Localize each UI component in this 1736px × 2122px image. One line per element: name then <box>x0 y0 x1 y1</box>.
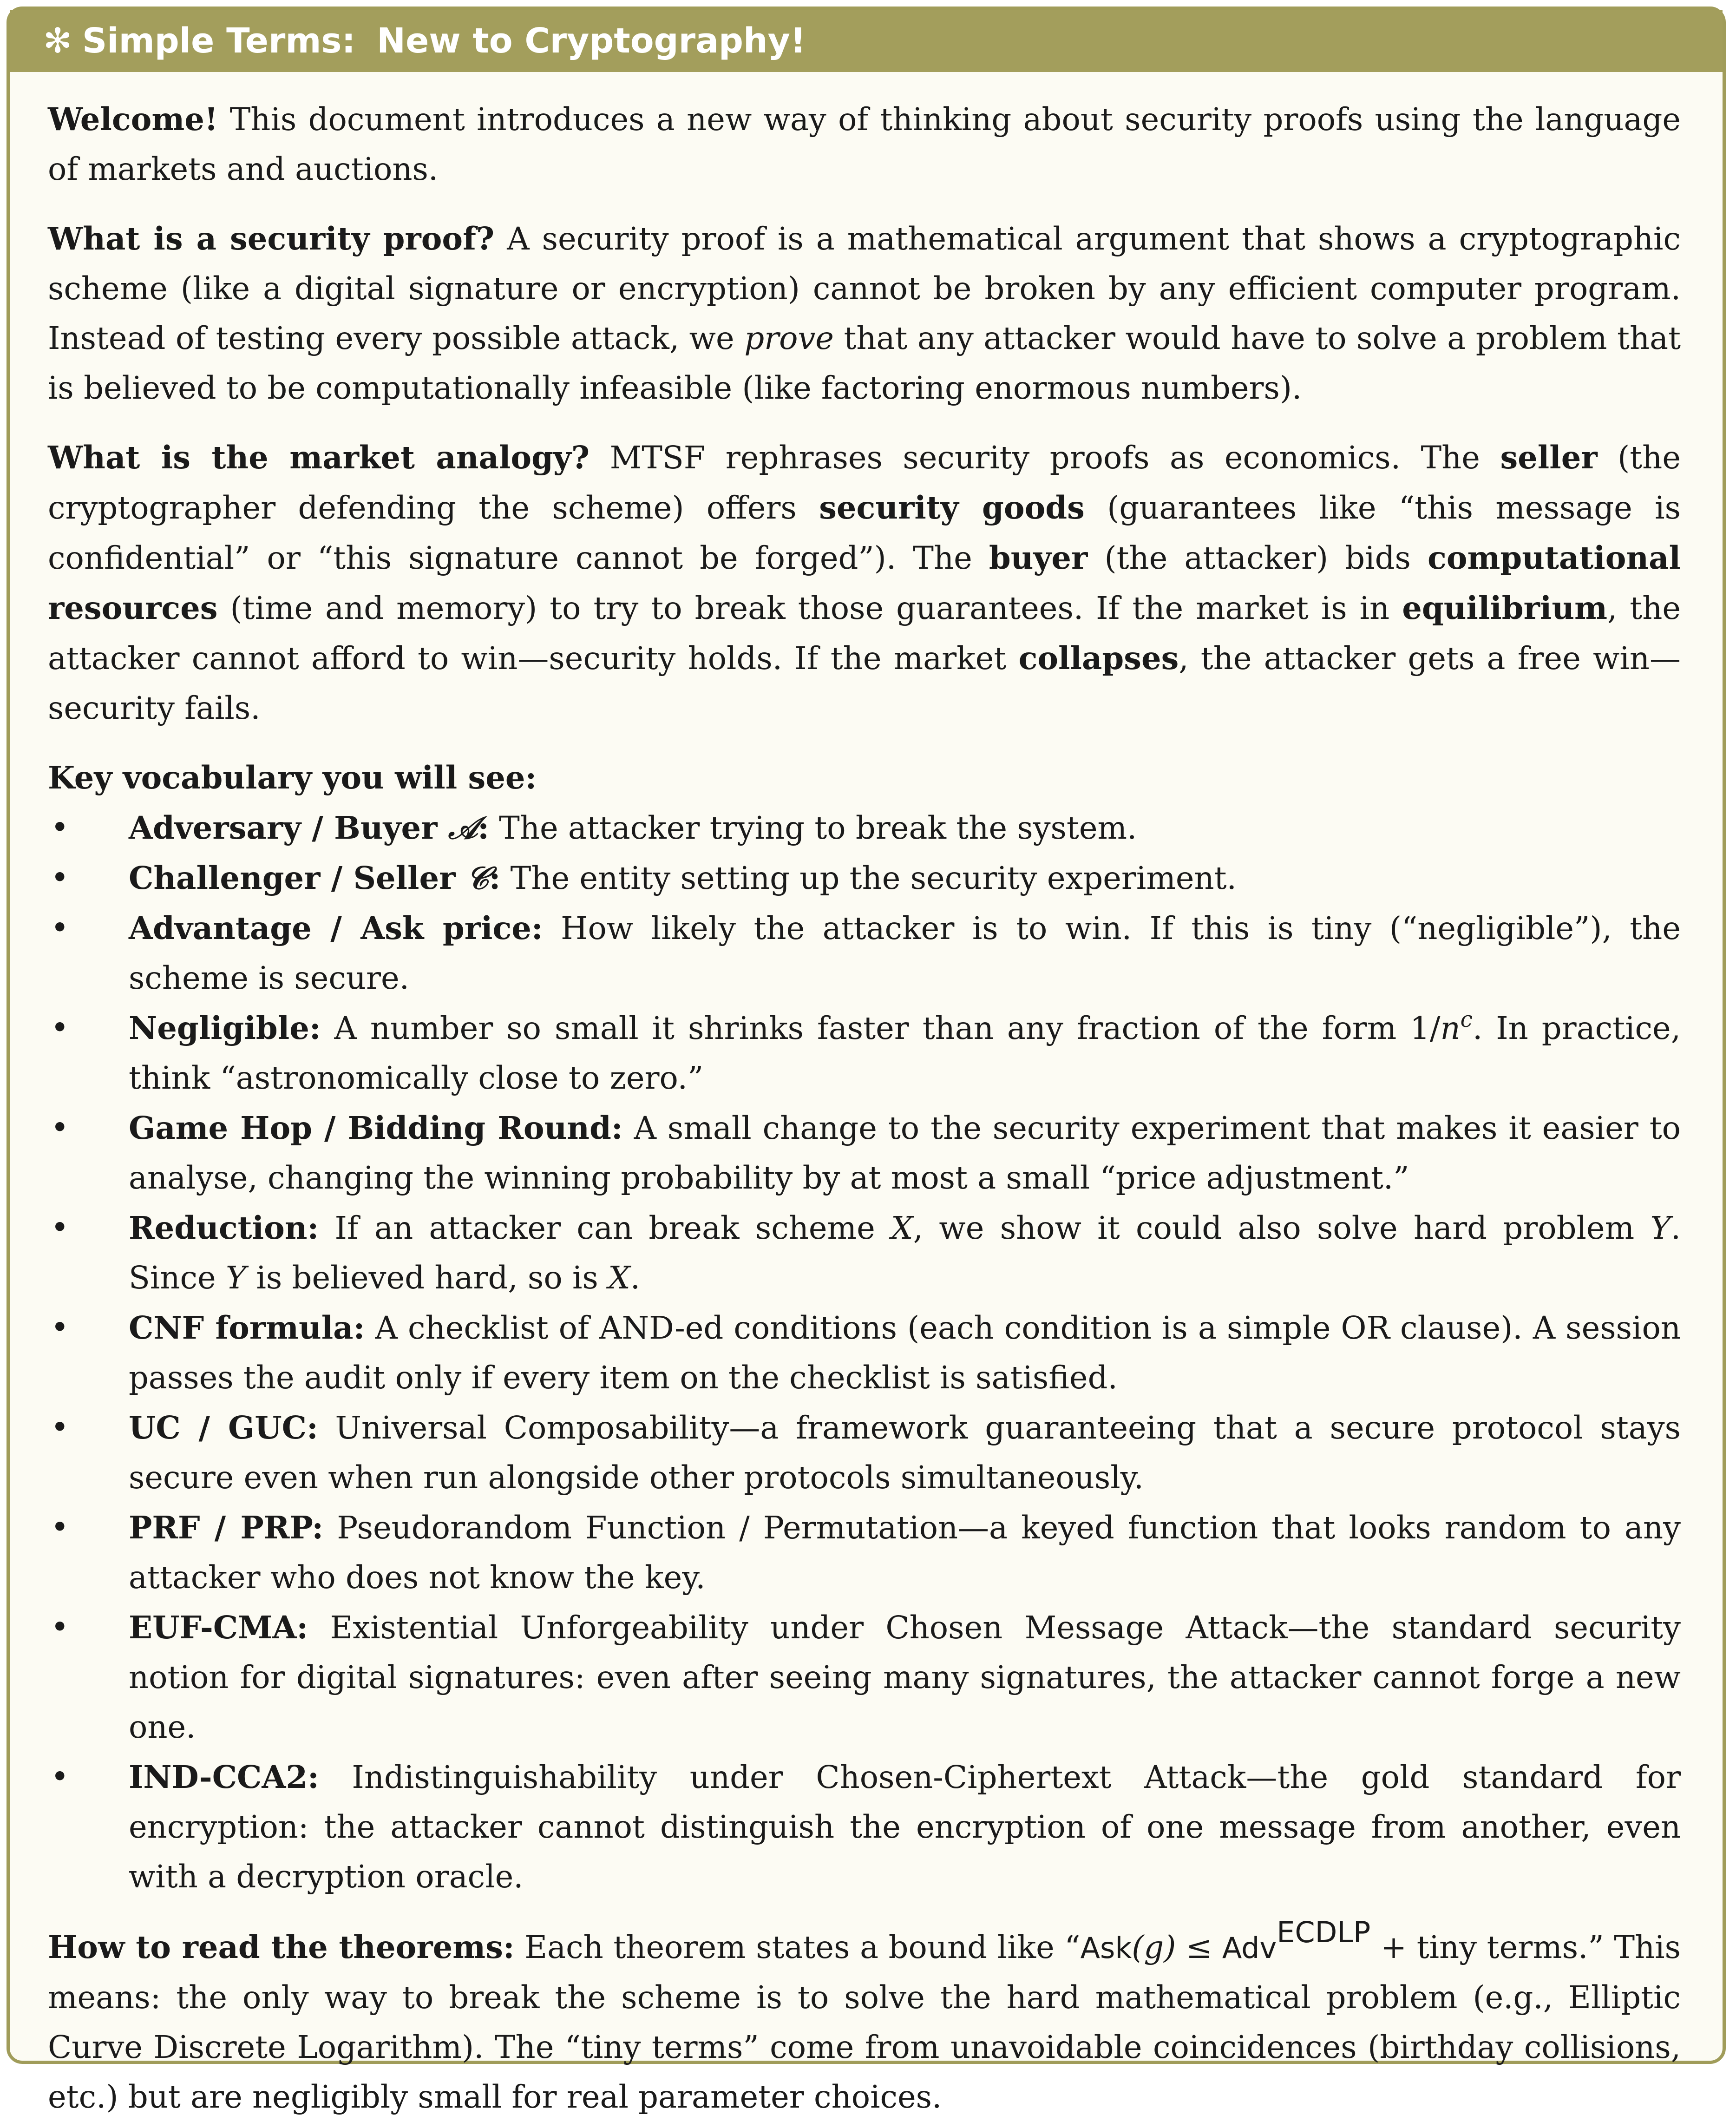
list-item: • PRF / PRP: Pseudorandom Function / Permutation—a keyed function that looks random to any attacker who does not know the key. <box>48 1503 1681 1603</box>
asterisk-icon: ✻ <box>43 21 72 61</box>
list-item: • Adversary / Buyer 𝒜: The attacker trying to break the system. <box>48 803 1681 853</box>
welcome-paragraph: Welcome! This document introduces a new way of thinking about security proofs using the language of markets and auctions. <box>48 101 1681 187</box>
header-title-part2: New to Cryptography! <box>377 21 806 61</box>
bullet-icon: • <box>51 1609 69 1645</box>
list-item: • Negligible: A number so small it shrinks faster than any fraction of the form $1/n^c$. In practice, think “astronomically close to zero.” <box>48 1003 1681 1103</box>
security-proof-lead: What is a security proof? <box>48 220 495 257</box>
list-item: • IND-CCA2: Indistinguishability under Chosen-Ciphertext Attack—the gold standard for encryption: the attacker cannot distinguish the encryption of one message from another, even with a decryption oracle. <box>48 1752 1681 1902</box>
box-content <box>10 72 1723 2122</box>
bullet-icon: • <box>51 860 69 896</box>
box-header <box>10 10 1723 72</box>
bullet-icon: • <box>51 910 69 946</box>
bullet-icon: • <box>51 1209 69 1246</box>
bullet-icon: • <box>51 1010 69 1046</box>
list-item: • Challenger / Seller 𝒞: The entity setting up the security experiment. <box>48 853 1681 903</box>
theorems-lead: How to read the theorems: <box>48 1929 515 1965</box>
list-item: • Reduction: If an attacker can break scheme X, we show it could also solve hard problem Y. Since Y is believed hard, so is X. <box>48 1203 1681 1303</box>
header-title-part1: Simple Terms: <box>82 21 356 61</box>
market-paragraph: What is the market analogy? MTSF rephrases security proofs as economics. The seller (the cryptographer defending the scheme) offers security goods (guarantees like “this message is confidential” or “this signature cannot be forged”). The buyer (the attacker) bids computational resources (time and memory) to try to break those guarantees. If the market is in equilibrium, the attacker cannot afford to win—security holds. If the market collapses, the attacker gets a free win—security fails. <box>48 439 1681 726</box>
list-item: • Game Hop / Bidding Round: A small change to the security experiment that makes it easier to analyse, changing the winning probability by at most a small “price adjustment.” <box>48 1103 1681 1203</box>
bullet-icon: • <box>51 1309 69 1346</box>
welcome-lead: Welcome! <box>48 101 218 138</box>
market-lead: What is the market analogy? <box>48 439 590 476</box>
vocab-heading: Key vocabulary you will see: <box>48 759 537 796</box>
bullet-icon: • <box>51 1409 69 1445</box>
list-item: • Advantage / Ask price: How likely the attacker is to win. If this is tiny (“negligible”), the scheme is secure. <box>48 903 1681 1003</box>
theorems-paragraph: How to read the theorems: Each theorem states a bound like “Ask(g) ≤ Adv$^{ECDLP}$ + tiny terms.” This means: the only way to break the scheme is to solve the hard mathematical problem (e.g., Elliptic Curve Discrete Logarithm). The “tiny terms” come from unavoidable coincidences (birthday collisions, etc.) but are negligibly small for real parameter choices. <box>48 1915 1681 2115</box>
bullet-icon: • <box>51 1509 69 1545</box>
simple-terms-box <box>7 7 1726 2115</box>
bullet-icon: • <box>51 1759 69 1795</box>
bullet-icon: • <box>51 809 69 846</box>
bullet-icon: • <box>51 1110 69 1146</box>
list-item: • CNF formula: A checklist of AND-ed conditions (each condition is a simple OR clause). A session passes the audit only if every item on the checklist is satisfied. <box>48 1303 1681 1403</box>
list-item: • UC / GUC: Universal Composability—a framework guaranteeing that a secure protocol stays secure even when run alongside other protocols simultaneously. <box>48 1403 1681 1503</box>
security-proof-paragraph: What is a security proof? A security proof is a mathematical argument that shows a cryptographic scheme (like a digital signature or encryption) cannot be broken by any efficient computer program. Instead of testing every possible attack, we prove that any attacker would have to solve a problem that is believed to be computationally infeasible (like factoring enormous numbers). <box>48 220 1681 406</box>
list-item: • EUF-CMA: Existential Unforgeability under Chosen Message Attack—the standard security notion for digital signatures: even after seeing many signatures, the attacker cannot forge a new one. <box>48 1603 1681 1752</box>
vocab-list <box>48 803 1681 1902</box>
